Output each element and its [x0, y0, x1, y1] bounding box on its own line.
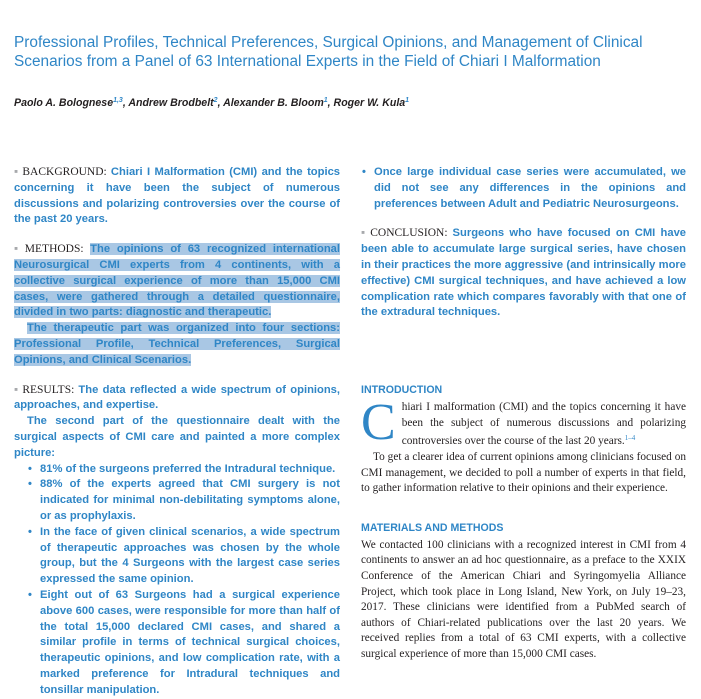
conclusion-label: ▪ CONCLUSION: — [361, 227, 448, 239]
list-item: • 88% of the experts agreed that CMI surgery is not indicated for minimal non-debilitating symptoms alone, or as prophylaxis. — [27, 477, 340, 524]
conclusion-text: Surgeons who have focused on CMI have been able to accumulate large surgical series, have chosen in their practices the more aggressive (and intrinsically more effective) CMI surgical techniques, and have achieved a low complication rate which compares favorably with that one of the extradural techniques. — [361, 227, 687, 319]
results-bullet-list — [14, 462, 340, 699]
author-list: Paolo A. Bolognese$^{1,3}$, Andrew Brodbelt$^2$, Alexander B. Bloom$^1$, Roger W. Kula$^1$ — [14, 97, 410, 109]
author-name: Roger W. Kula — [333, 97, 406, 109]
results-text: The data reflected a wide spectrum of opinions, approaches, and expertise. — [14, 383, 341, 412]
introduction-heading: INTRODUCTION — [361, 384, 443, 397]
materials-methods-heading: MATERIALS AND METHODS — [361, 521, 504, 534]
author-affiliation: 2 — [213, 97, 218, 104]
abstract-methods-continued — [14, 321, 340, 368]
article-title: Professional Profiles, Technical Preferences, Surgical Opinions, and Management of Clinical Scenarios from a Panel of 63 International Experts in the Field of Chiari I Malformation — [14, 34, 643, 70]
methods-text-2-highlighted: The therapeutic part was organized into four sections: Professional Profile, Technical Preferences, Surgical Opinions, and Clinical Scenarios. — [14, 322, 340, 366]
results-text-2: The second part of the questionnaire dealt with the surgical aspects of CMI care and painted a more complex picture: — [14, 415, 340, 459]
materials-methods-paragraph-1: We contacted 100 clinicians with a recognized interest in CMI from 4 continents to answer an ad hoc questionnaire, as a preface to the XXIX Conference of the American Chiari and Syringomyelia Alliance Project, which took place in Long Island, New York, on July 19–23, 2017. These clinicians were identified from a PubMed search of authors of Chiari-related publications over the last 20 years. We received replies from a total of 63 CMI experts, with a collective surgical experience of more than 15,000 CMI cases. — [361, 538, 686, 660]
author-name: Andrew Brodbelt — [128, 97, 214, 109]
list-item: • 81% of the surgeons preferred the Intradural technique. — [27, 462, 340, 478]
abstract-methods — [14, 242, 340, 321]
abstract-right-column — [361, 165, 686, 662]
abstract-conclusion — [361, 226, 686, 321]
author-name: Paolo A. Bolognese — [14, 97, 114, 109]
methods-text-highlighted: The opinions of 63 recognized international Neurosurgical CMI experts from 4 continents, with a collective surgical experience of more than 15,000 CMI cases, were gathered through a detailed questionnaire, divided in two parts: diagnostic and therapeutic. — [14, 243, 340, 319]
abstract-results — [14, 383, 340, 415]
abstract-results-continued — [14, 414, 340, 461]
abstract-left-column — [14, 165, 340, 699]
author-affiliation: 1 — [323, 97, 328, 104]
results-bullet-list-continued — [361, 165, 686, 212]
introduction-paragraph-2: To get a clearer idea of current opinions among clinicians focused on CMI management, we decided to poll a number of experts in that field, to gather information relative to their opinions and their experience. — [361, 450, 686, 495]
list-item: • In the face of given clinical scenarios, a wide spectrum of therapeutic approaches was chosen by the whole group, but the 4 Surgeons with the largest case series expressed the same opinion. — [27, 525, 340, 588]
results-label: ▪ RESULTS: — [14, 384, 74, 396]
drop-cap: C — [361, 394, 396, 452]
author-affiliation: 1,3 — [113, 97, 123, 104]
background-label: ▪ BACKGROUND: — [14, 166, 107, 178]
methods-label: ▪ METHODS: — [14, 243, 84, 255]
author-affiliation: 1 — [405, 97, 410, 104]
citation-ref: 1–4 — [624, 434, 636, 443]
list-item: • Eight out of 63 Surgeons had a surgical experience above 600 cases, were responsible for more than half of the total 15,000 declared CMI cases, and shared a similar profile in terms of technical surgical choices, therapeutic opinions, and low complication rate, with a marked preference for Intradural techniques and tonsillar manipulation. — [27, 588, 340, 699]
abstract-background — [14, 165, 340, 228]
introduction-paragraph-1 — [361, 394, 686, 452]
list-item: • Once large individual case series were accumulated, we did not see any differences in the opinions and preferences between Adult and Pediatric Neurosurgeons. — [361, 165, 686, 212]
introduction-text-1: hiari I malformation (CMI) and the topics concerning it have been the subject of numerous discussions and polarizing controversies over the course of the last 20 years. — [401, 401, 686, 448]
background-text: Chiari I Malformation (CMI) and the topics concerning it have been the subject of numerous discussions and polarizing controversies over the course of the past 20 years. — [14, 166, 341, 226]
author-name: Alexander B. Bloom — [223, 97, 324, 109]
